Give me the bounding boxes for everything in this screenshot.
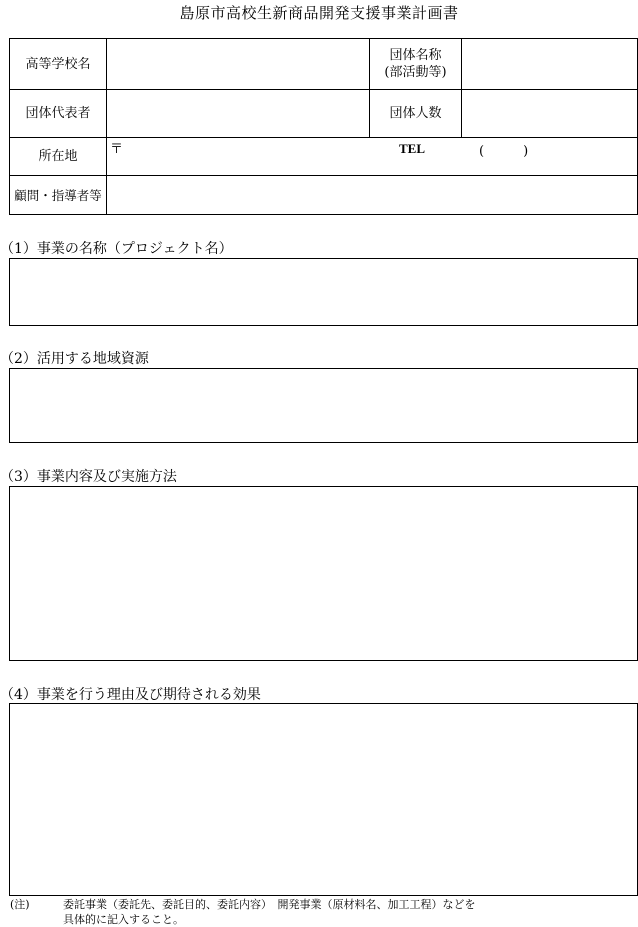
- representative-label: 団体代表者: [10, 90, 107, 138]
- member-count-field[interactable]: [462, 90, 638, 138]
- school-name-field[interactable]: [107, 39, 370, 90]
- applicant-info-table: [9, 38, 638, 215]
- group-name-label: [370, 39, 462, 90]
- address-field[interactable]: [107, 138, 638, 176]
- section-2-local-resources-box[interactable]: [9, 368, 638, 443]
- section-1-heading: （1）事業の名称（プロジェクト名）: [0, 241, 233, 257]
- section-3-heading: （3）事業内容及び実施方法: [0, 469, 177, 485]
- representative-field[interactable]: [107, 90, 370, 138]
- page-title: 島原市高校生新商品開発支援事業計画書: [179, 4, 459, 22]
- tel-label: TEL: [399, 141, 426, 156]
- group-name-label-line1: 団体名称: [389, 48, 442, 63]
- footnote-line-2: 具体的に記入すること。: [63, 913, 184, 926]
- advisor-field[interactable]: [107, 176, 638, 215]
- section-2-heading: （2）活用する地域資源: [0, 351, 149, 367]
- advisor-label: 顧問・指導者等: [10, 176, 107, 215]
- school-name-label: 高等学校名: [10, 39, 107, 90]
- section-4-heading: （4）事業を行う理由及び期待される効果: [0, 687, 261, 703]
- group-name-label-line2: (部活動等): [384, 65, 447, 80]
- footnote-mark: (注): [10, 898, 30, 911]
- tel-area-code-parens: ( ): [479, 144, 529, 159]
- section-3-content-method-box[interactable]: [9, 486, 638, 661]
- section-4-reason-effect-box[interactable]: [9, 703, 638, 896]
- section-1-project-name-box[interactable]: [9, 258, 638, 326]
- address-label: 所在地: [10, 138, 107, 176]
- group-name-field[interactable]: [462, 39, 638, 90]
- member-count-label: 団体人数: [370, 90, 462, 138]
- postal-mark: 〒: [110, 142, 124, 157]
- footnote-line-1: 委託事業（委託先、委託目的、委託内容） 開発事業（原材料名、加工工程）などを: [63, 898, 476, 911]
